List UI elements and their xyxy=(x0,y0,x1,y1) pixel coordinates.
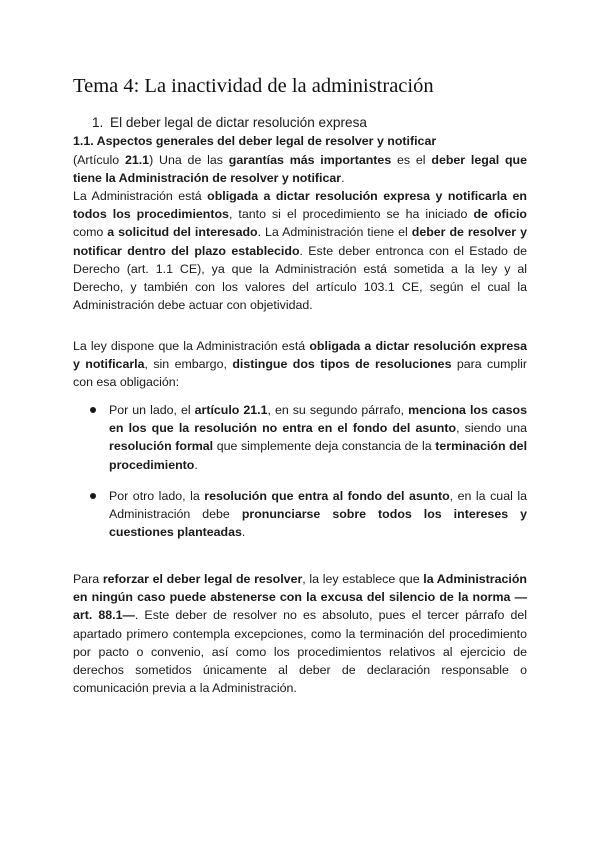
bold-text: obligada a dictar resolución expresa y notificarla xyxy=(73,339,527,372)
bold-text: artículo 21.1 xyxy=(194,403,268,417)
text: . Este deber entronca con el Estado de Derecho (art. 1.1 CE), ya que la Administración está sometida a la ley y al Derecho, y también con los valores del artículo 103.1 CE, según el cual la Administración debe actuar con objetividad. xyxy=(73,243,527,313)
bold-text: resolución formal xyxy=(109,439,214,454)
bold-text: 21.1 xyxy=(124,153,150,167)
text: , en su segundo párrafo, xyxy=(267,403,409,417)
bold-text: deber de resolver y notificar dentro del plazo establecido xyxy=(73,225,527,258)
text: Por un lado, el xyxy=(109,403,195,417)
text: es el xyxy=(391,153,432,167)
bold-text: la Administración en ningún caso puede abstenerse con la excusa del silencio de la norma —art. 88.1— xyxy=(73,572,527,623)
text: como xyxy=(73,225,108,240)
text: Por otro lado, la xyxy=(109,489,205,503)
bullet-icon xyxy=(90,407,96,413)
bold-text: deber legal que tiene la Administración de resolver y notificar xyxy=(73,153,527,186)
section-number: 1. xyxy=(92,115,104,130)
bold-text: de oficio xyxy=(473,207,527,222)
text: Para xyxy=(73,572,103,586)
bold-text: garantías más importantes xyxy=(228,153,392,167)
bold-text: obligada a dictar resolución expresa y notificarla en todos los procedimientos xyxy=(73,189,527,222)
text: , siendo una xyxy=(456,421,527,436)
text: ) Una de las xyxy=(149,153,229,167)
text: para cumplir con esa obligación: xyxy=(73,357,527,390)
list-item-substantive-resolution xyxy=(109,487,527,542)
section-heading xyxy=(92,114,367,132)
text: . La Administración tiene el xyxy=(257,225,412,240)
subsection-heading: 1.1. Aspectos generales del deber legal de resolver y notificar xyxy=(73,134,437,148)
text: (Artículo xyxy=(73,153,125,167)
paragraph-intro xyxy=(73,151,527,187)
section-heading-text: El deber legal de dictar resolución expresa xyxy=(110,115,367,130)
bold-text: reforzar el deber legal de resolver xyxy=(102,572,303,586)
bold-text: pronunciarse sobre todos los intereses y cuestiones planteadas xyxy=(109,507,527,540)
bullet-icon xyxy=(90,493,96,499)
text: . xyxy=(341,171,345,186)
text: La Administración está xyxy=(73,189,208,203)
text: La ley dispone que la Administración está xyxy=(73,339,310,353)
text: , sin embargo, xyxy=(144,357,233,372)
list-item-formal-resolution xyxy=(109,401,527,474)
bold-text: resolución que entra al fondo del asunto xyxy=(204,489,450,503)
bold-text: a solicitud del interesado xyxy=(107,225,258,240)
bold-text: distingue dos tipos de resoluciones xyxy=(232,357,452,372)
bold-text: menciona los casos en los que la resolución no entra en el fondo del asunto xyxy=(109,403,527,436)
text: , en la cual la Administración debe xyxy=(109,489,528,522)
paragraph-obligation xyxy=(73,187,527,314)
bold-text: terminación del procedimiento xyxy=(109,439,528,472)
document-title: Tema 4: La inactividad de la administración xyxy=(73,75,434,97)
paragraph-resolution-types xyxy=(73,337,527,392)
text: que simplemente deja constancia de la xyxy=(213,439,436,454)
text: , la ley establece que xyxy=(302,572,424,586)
text: . xyxy=(241,525,246,540)
paragraph-reinforcement xyxy=(73,570,527,697)
text: . Este deber de resolver no es absoluto, pues el tercer párrafo del apartado primero contempla excepciones, como la terminación del procedimiento por pacto o convenio, así como los procedimientos relativos al ejercicio de derechos sometidos únicamente al deber de declaración responsable o comunicación previa a la Administración. xyxy=(73,608,527,696)
text: , tanto si el procedimiento se ha iniciado xyxy=(228,207,474,222)
text: . xyxy=(194,457,198,472)
